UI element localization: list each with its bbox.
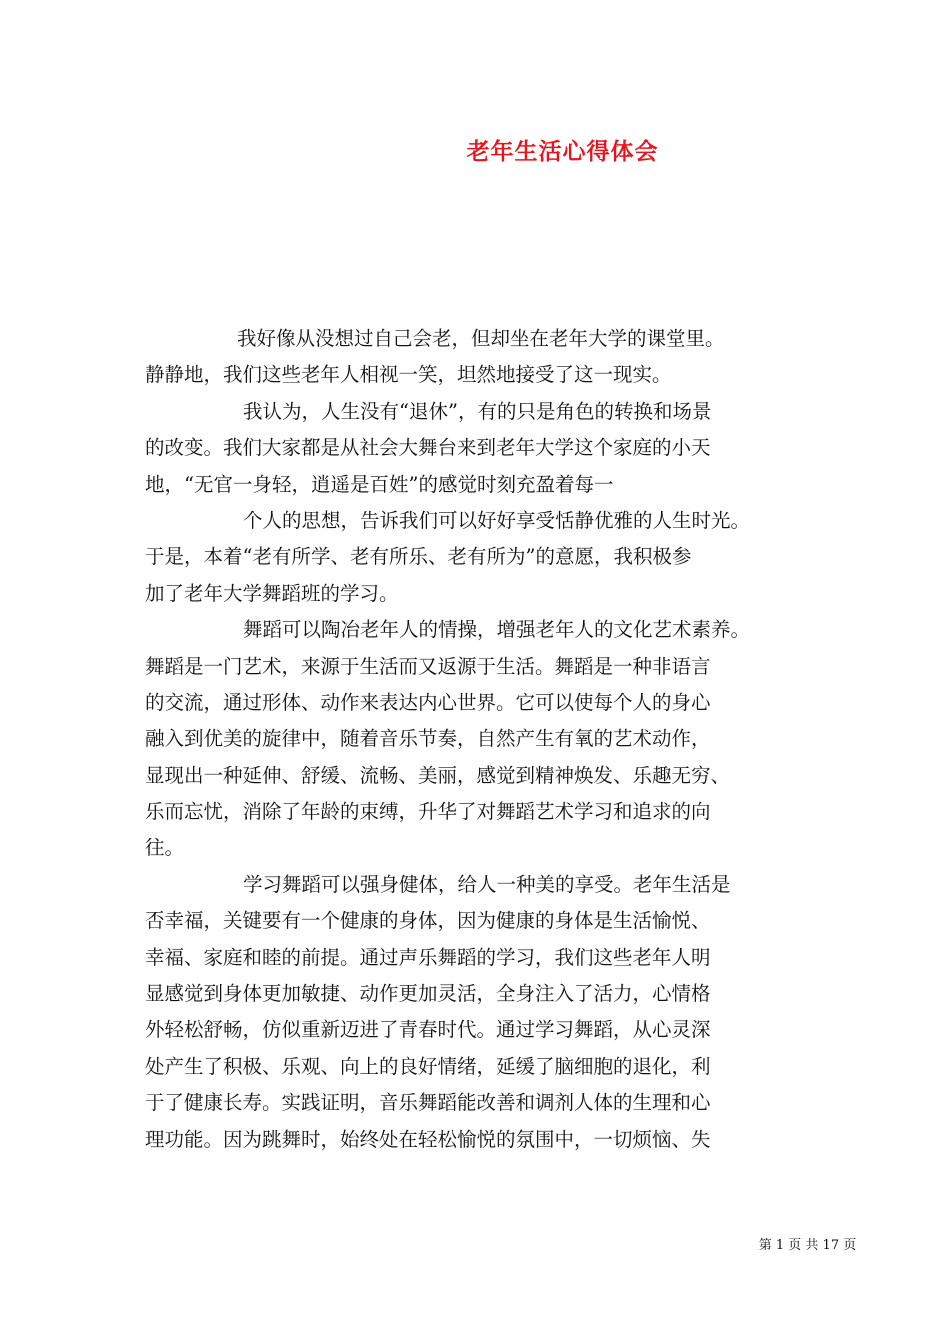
text-line: 显现出一种延伸、舒缓、流畅、美丽，感觉到精神焕发、乐趣无穷、 bbox=[145, 763, 731, 787]
text-line: 加了老年大学舞蹈班的学习。 bbox=[145, 581, 399, 605]
text-line: 处产生了积极、乐观、向上的良好情绪，延缓了脑细胞的退化，利 bbox=[145, 1054, 711, 1078]
text-line: 外轻松舒畅，仿似重新迈进了青春时代。通过学习舞蹈，从心灵深 bbox=[145, 1018, 711, 1042]
document-title: 老年生活心得体会 bbox=[466, 138, 659, 165]
text-line: 理功能。因为跳舞时，始终处在轻松愉悦的氛围中，一切烦恼、失 bbox=[145, 1127, 711, 1151]
text-line: 个人的思想，告诉我们可以好好享受恬静优雅的人生时光。 bbox=[243, 508, 751, 532]
page-number-footer: 第 1 页 共 17 页 bbox=[758, 1238, 857, 1253]
text-line: 否幸福，关键要有一个健康的身体，因为健康的身体是生活愉悦、 bbox=[145, 909, 711, 933]
text-line: 我好像从没想过自己会老，但却坐在老年大学的课堂里。 bbox=[237, 327, 725, 350]
text-line: 于是，本着“老有所学、老有所乐、老有所为”的意愿，我积极参 bbox=[145, 545, 692, 569]
text-line: 我认为，人生没有“退休”，有的只是角色的转换和场景 bbox=[243, 399, 712, 423]
text-line: 的交流，通过形体、动作来表达内心世界。它可以使每个人的身心 bbox=[145, 690, 711, 714]
text-line: 于了健康长寿。实践证明，音乐舞蹈能改善和调剂人体的生理和心 bbox=[145, 1091, 711, 1115]
text-line: 地，“无官一身轻，逍遥是百姓”的感觉时刻充盈着每一 bbox=[145, 472, 614, 496]
text-line: 幸福、家庭和睦的前提。通过声乐舞蹈的学习，我们这些老年人明 bbox=[145, 945, 711, 969]
text-line: 的改变。我们大家都是从社会大舞台来到老年大学这个家庭的小天 bbox=[145, 436, 711, 460]
text-line: 学习舞蹈可以强身健体，给人一种美的享受。老年生活是 bbox=[243, 872, 731, 896]
text-line: 往。 bbox=[145, 836, 185, 860]
text-line: 显感觉到身体更加敏捷、动作更加灵活，全身注入了活力，心情格 bbox=[145, 982, 711, 1006]
text-line: 乐而忘忧，消除了年龄的束缚，升华了对舞蹈艺术学习和追求的向 bbox=[145, 800, 711, 824]
text-line: 舞蹈可以陶冶老年人的情操，增强老年人的文化艺术素养。 bbox=[243, 618, 751, 642]
text-line: 舞蹈是一门艺术，来源于生活而又返源于生活。舞蹈是一种非语言 bbox=[145, 654, 711, 678]
text-line: 融入到优美的旋律中，随着音乐节奏，自然产生有氧的艺术动作， bbox=[145, 727, 711, 751]
document-body bbox=[145, 321, 835, 1158]
text-line: 静静地，我们这些老年人相视一笑，坦然地接受了这一现实。 bbox=[145, 363, 672, 387]
